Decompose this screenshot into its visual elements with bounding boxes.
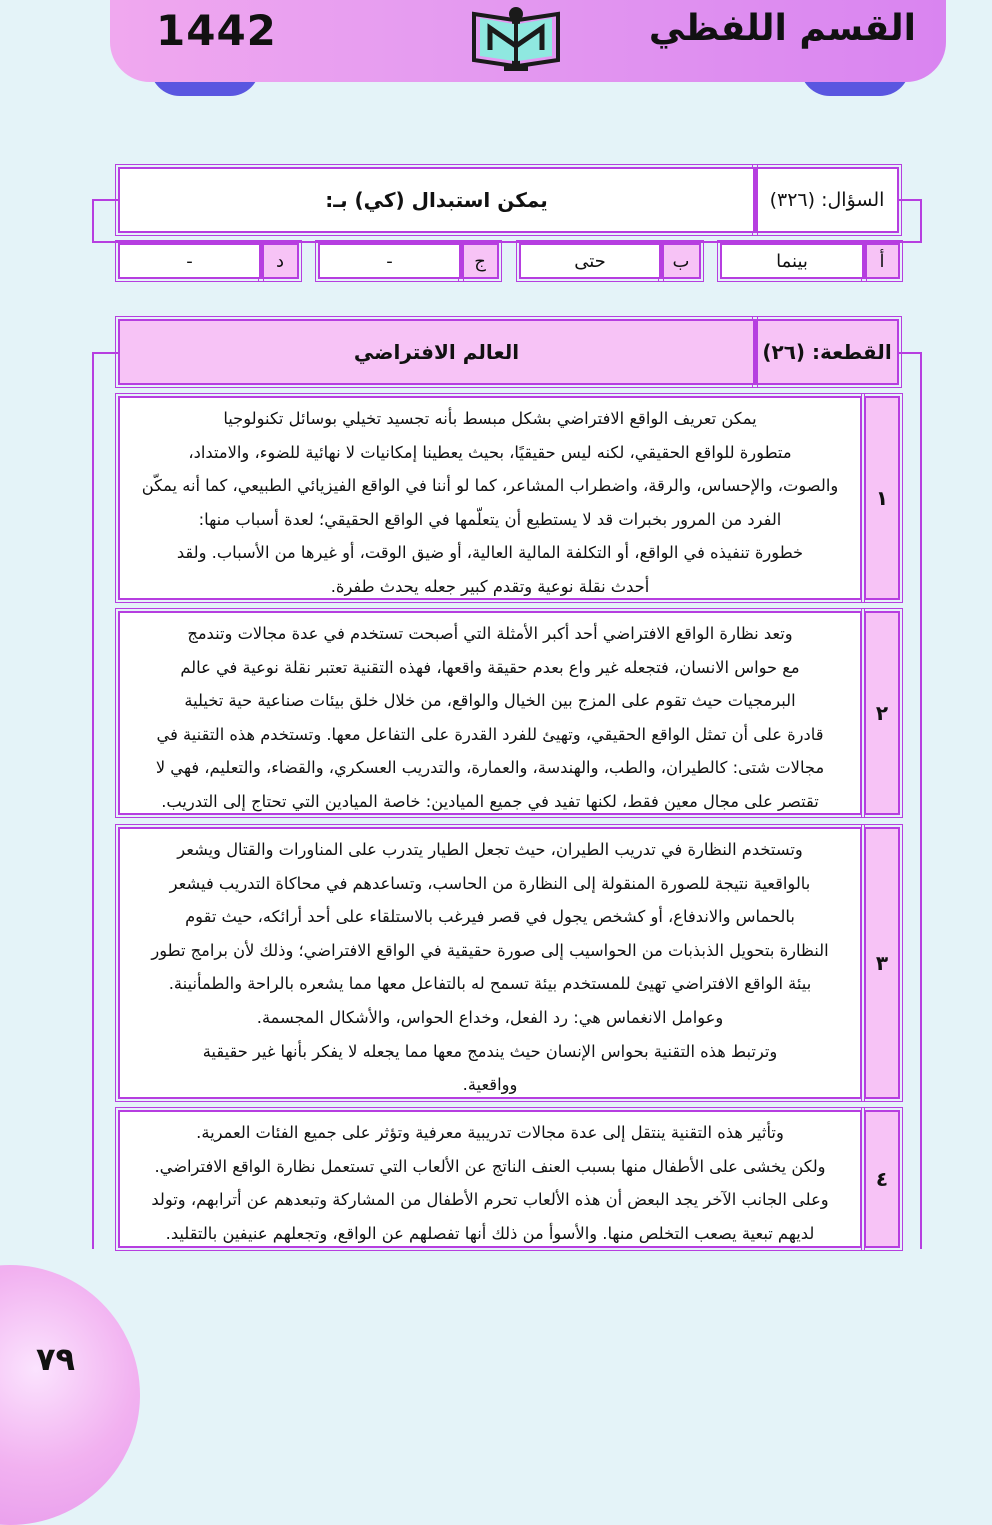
paragraph-line: والصوت، والإحساس، والرقة، واضطراب المشاعر، كما لو أننا في الواقع الفيزيائي الطبيعي، كما أنه يمكّن	[141, 476, 839, 496]
option-d[interactable]: -	[118, 243, 261, 279]
paragraph-line: مع حواس الانسان، فتجعله غير واع بعدم حقيقة واقعها، فهذه التقنية تعتبر نقلة نوعية في عالم	[180, 657, 800, 677]
option-d-letter: د	[261, 243, 299, 279]
paragraph-line: وتستخدم النظارة في تدريب الطيران، حيث تجعل الطيار يتدرب على المناورات والقتال ويشعر	[177, 840, 803, 859]
paragraph-line: وتأثير هذه التقنية ينتقل إلى عدة مجالات تدريبية معرفية وتؤثر على جميع الفئات العمرية.	[196, 1123, 784, 1142]
paragraph-number: ١	[864, 396, 900, 600]
paragraph-line: وعوامل الانغماس هي: رد الفعل، وخداع الحواس، والأشكال المجسمة.	[256, 1007, 724, 1027]
paragraph-line: قادرة على أن تمثل الواقع الحقيقي، وتهيئ للفرد القدرة على التفاعل معها. وتستخدم هذه التقنية في	[156, 724, 824, 744]
paragraph-line: مجالات شتى: كالطيران، والطب، والهندسة، والعمارة، والتدريب العسكري، والقضاء، والتعليم، فهي لا	[155, 758, 825, 778]
paragraph-1	[118, 396, 862, 600]
paragraph-number: ٣	[864, 827, 900, 1099]
paragraph-line: الفرد من المرور بخبرات قد لا يستطيع أن يتعلّمها في الواقع الحقيقي؛ لعدة أسباب منها:	[198, 509, 782, 529]
paragraph-line: بالواقعية نتيجة للصورة المنقولة إلى النظارة من الحاسب، وتساعدهم في محاكاة التدريب فيشعر	[169, 873, 811, 893]
paragraph-line: تقتصر على مجال معين فقط، لكنها تفيد في جميع الميادين: خاصة الميادين التي تحتاج إلى التدريب.	[161, 791, 819, 811]
paragraph-line: بالحماس والاندفاع، أو كشخص يجول في قصر فيرغب بالاستلقاء على أحد أرائكه، حيث تقوم	[185, 907, 795, 927]
paragraph-line: لديهم تبعية يصعب التخلص منها. والأسوأ من ذلك أنها تفصلهم عن الواقع، وتجعلهم عنيفين بالتقليد.	[165, 1223, 815, 1243]
paragraph-line: وعلى الجانب الآخر يجد البعض أن هذه الألعاب تحرم الأطفال من المشاركة وتبعدهم عن أترابهم، وتولد	[151, 1190, 829, 1210]
paragraph-line: خطورة تنفيذه في الواقع، أو التكلفة المالية العالية، أو ضيق الوقت، أو غيرها من الأسباب. ولقد	[176, 543, 804, 563]
paragraph-line: وترتبط هذه التقنية بحواس الإنسان حيث يندمج معها مما يجعله لا يفكر بأنها غير حقيقية	[202, 1041, 778, 1061]
paragraph-line: النظارة بتحويل الذبذبات من الحواسيب إلى صورة حقيقية في الواقع الافتراضي؛ وذلك لأن برامج تطور	[151, 940, 829, 960]
paragraph-number: ٤	[864, 1110, 900, 1248]
section-title: القسم اللفظي	[648, 8, 916, 49]
question-number: السؤال: (٣٢٦)	[755, 167, 899, 233]
paragraph-3	[118, 827, 862, 1099]
question-text: يمكن استبدال (كي) بـ:	[118, 167, 755, 233]
paragraph-line: وتعد نظارة الواقع الافتراضي أحد أكبر الأمثلة التي أصبحت تستخدم في عدة مجالات وتندمج	[187, 624, 793, 643]
paragraph-line: بيئة الواقع الافتراضي تهيئ للمستخدم بيئة تسمح له بالتفاعل معها مما يشعره بالراحة والطمأنينة.	[168, 974, 812, 994]
option-c-letter: ج	[461, 243, 499, 279]
paragraph-line: وواقعية.	[462, 1075, 518, 1095]
option-a[interactable]: بينما	[720, 243, 864, 279]
paragraph-2	[118, 611, 862, 815]
paragraph-number: ٢	[864, 611, 900, 815]
decorative-blob	[0, 1265, 140, 1525]
passage-number: القطعة: (٢٦)	[755, 319, 899, 385]
option-b-letter: ب	[661, 243, 701, 279]
option-b[interactable]: حتى	[519, 243, 661, 279]
option-a-letter: أ	[864, 243, 900, 279]
page-number: ٧٩	[36, 1340, 76, 1378]
paragraph-line: أحدث نقلة نوعية وتقدم كبير جعله يحدث طفرة.	[330, 576, 650, 596]
paragraph-line: ولكن يخشى على الأطفال منها بسبب العنف الناتج عن الألعاب التي تستعمل نظارة الواقع الافتراضي.	[154, 1156, 826, 1176]
paragraph-4	[118, 1110, 862, 1248]
paragraph-line: متطورة للواقع الحقيقي، لكنه ليس حقيقيًا، بحيث يعطينا إمكانيات لا نهائية للضوء، والامتداد،	[188, 442, 792, 462]
option-c[interactable]: -	[318, 243, 461, 279]
book-logo-icon	[470, 0, 562, 72]
passage-title: العالم الافتراضي	[118, 319, 755, 385]
paragraph-line: البرمجيات حيث تقوم على المزج بين الخيال والواقع، من خلال خلق بيئات صناعية حية تخيلية	[184, 691, 796, 711]
header-year: 1442	[156, 6, 277, 55]
paragraph-line: يمكن تعريف الواقع الافتراضي بشكل مبسط بأنه تجسيد تخيلي بوسائل تكنولوجيا	[223, 409, 757, 428]
